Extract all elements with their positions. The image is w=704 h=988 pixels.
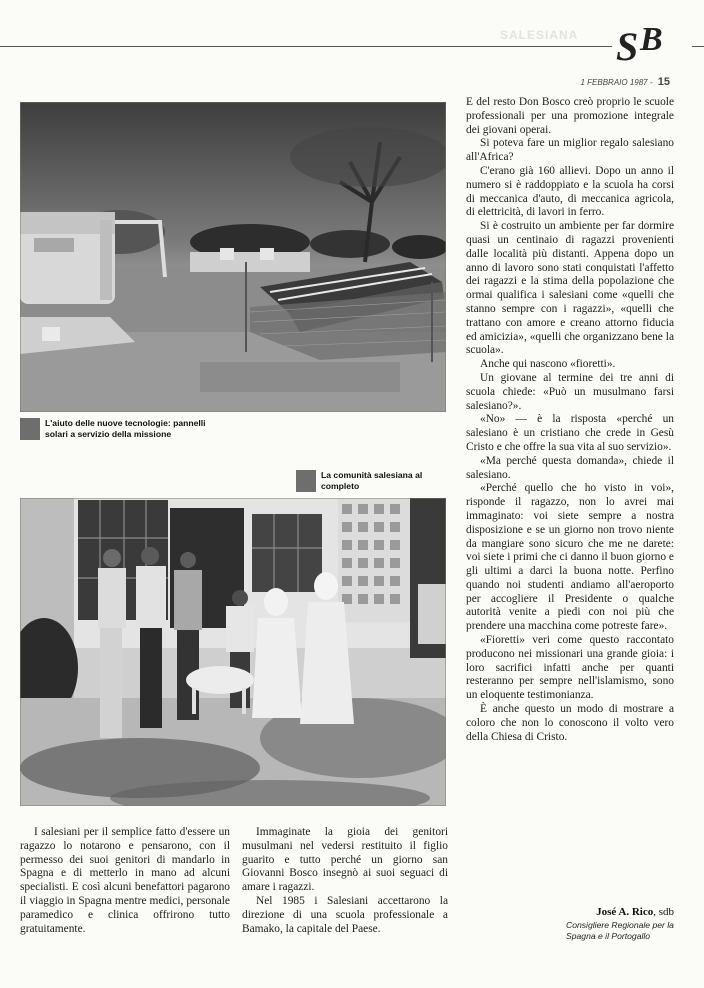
photo2-caption: La comunità salesiana al completo xyxy=(296,470,456,492)
author-role: Consigliere Regionale per la Spagna e il Portogallo xyxy=(566,920,674,941)
page-number: 15 xyxy=(657,76,670,88)
paragraph: «No» — è la risposta «perché un salesiano è un cristiano che crede in Gesù Cristo e che offre la sua vita al suo servizio». xyxy=(466,413,674,453)
logo-s: S xyxy=(616,24,639,69)
paragraph: E del resto Don Bosco creò proprio le scuole professionali per una promozione integrale dei giovani operai. xyxy=(466,96,674,136)
article-column-a xyxy=(20,826,230,936)
paragraph: «Fioretti» veri come questo raccontato producono nei missionari una grande gioia: i loro sacrifici infatti anche per quanti resteranno per sempre nell'islamismo, sono un eloquente testimonianza. xyxy=(466,634,674,702)
paragraph: Un giovane al termine dei tre anni di scuola chiede: «Può un musulmano farsi salesiano?». xyxy=(466,371,674,412)
paragraph: C'erano già 160 allievi. Dopo un anno il numero si è raddoppiato e la scuola ha corsi di meccanica d'auto, di meccanica agricola, di elettricità, di lavori in ferro. xyxy=(466,164,674,219)
logo-b: B xyxy=(640,21,663,58)
paragraph: È anche questo un modo di mostrare a coloro che non lo conoscono il volto vero della Chiesa di Cristo. xyxy=(466,703,674,743)
issue-date: 1 FEBBRAIO 1987 xyxy=(580,78,648,87)
article-column-right xyxy=(466,96,674,744)
paragraph: «Ma perché questa domanda», chiede il salesiano. xyxy=(466,454,674,481)
page-info: 1 FEBBRAIO 1987 - 15 xyxy=(580,76,670,88)
paragraph: I salesiani per il semplice fatto d'essere un ragazzo lo notarono e pensarono, con il permesso dei suoi genitori di mandarlo in Spagna e di metterlo in mano ad alcuni specialisti. E così alcuni benefattori pagarono il viaggio in Spagna mentre medici, personale paramedico e clinica offrirono tutto gratuitamente. xyxy=(20,826,230,935)
article-column-b xyxy=(242,826,448,936)
paragraph: Si è costruito un ambiente per far dormire quasi un centinaio di ragazzi provenienti dalle località più distanti. Appena dopo un anno di lavoro sono stati conquistati l'affetto dei ragazzi e la stima della popolazione che ormai qualifica i salesiani come «quelli che stanno sempre con i ragazzi», «quelli che trattano con amore e creano attorno fiducia ed amicizia», «quelli che organizzano bene la scuola». xyxy=(466,220,674,357)
paragraph: Nel 1985 i Salesiani accettarono la direzione di una scuola professionale a Bamako, la capitale del Paese. xyxy=(242,894,448,935)
paragraph: Si poteva fare un miglior regalo salesiano all'Africa? xyxy=(466,137,674,164)
author-signature xyxy=(566,906,674,942)
header-rule xyxy=(0,46,704,47)
author-order: , sdb xyxy=(653,906,674,918)
caption-marker xyxy=(296,470,316,492)
running-head-ghost: SALESIANA xyxy=(500,28,579,42)
paragraph: Immaginate la gioia dei genitori musulmani nel vedersi restituito il figlio guarito e tutto perché un giorno san Giovanni Bosco insegnò ai suoi seguaci di amare i ragazzi. xyxy=(242,826,448,894)
solar-panels-photo xyxy=(20,102,446,412)
community-group-photo xyxy=(20,498,446,806)
author-name: José A. Rico xyxy=(596,906,654,918)
caption-marker xyxy=(20,418,40,440)
photo1-caption: L'aiuto delle nuove tecnologie: pannelli solari a servizio della missione xyxy=(20,418,220,440)
paragraph: Anche qui nascono «fioretti». xyxy=(480,358,616,371)
paragraph: «Perché quello che ho visto in voi», risponde il ragazzo, non lo avrei mai immaginato: voi siete sempre a nostra disposizione e se un giorno non trovo niente da mangiare sono sicuro che me ne darete: voi siete i primi che ci danno il buon giorno e gli ultimi a darci la buona notte. Perfino quando noi studenti andiamo all'aeroporto per accogliere il Presidente o qualche autorità venite a piedi con noi più che prendere una macchina come potreste fare». xyxy=(466,482,674,633)
magazine-logo xyxy=(612,14,692,70)
